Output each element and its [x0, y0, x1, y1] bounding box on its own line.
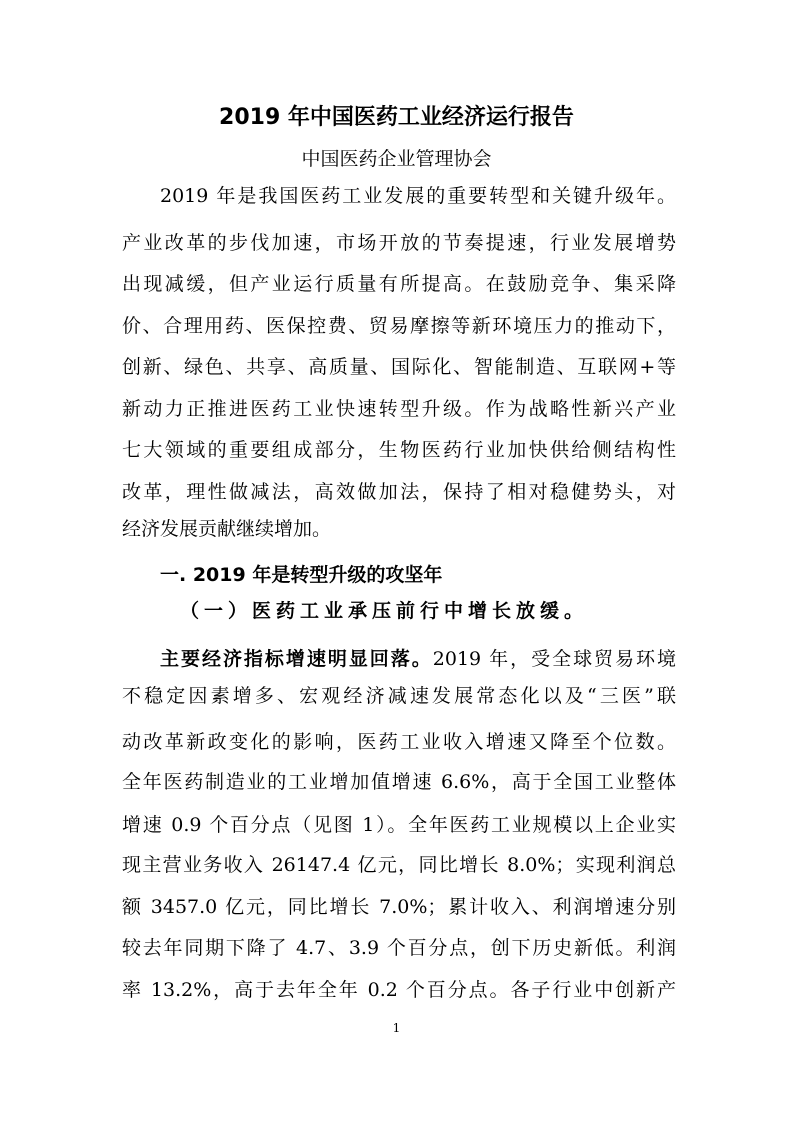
- paragraph-line: 全年医药制造业的工业增加值增速 6.6%，高于全国工业整体: [122, 771, 676, 793]
- author-organization: 中国医药企业管理协会: [301, 148, 492, 170]
- paragraph-line: 不稳定因素增多、宏观经济减速发展常态化以及“三医”联: [122, 685, 676, 707]
- paragraph-line: 较去年同期下降了 4.7、3.9 个百分点，创下历史新低。利润: [122, 937, 676, 959]
- paragraph-line: 出现减缓，但产业运行质量有所提高。在鼓励竞争、集采降: [122, 273, 676, 295]
- section-heading: 一. 2019 年是转型升级的攻坚年: [160, 564, 443, 586]
- paragraph-line: 七大领域的重要组成部分，生物医药行业加快供给侧结构性: [122, 439, 676, 461]
- paragraph-line: 创新、绿色、共享、高质量、国际化、智能制造、互联网+等: [122, 356, 676, 378]
- paragraph-line: 率 13.2%，高于去年全年 0.2 个百分点。各子行业中创新产: [122, 979, 676, 1001]
- paragraph-line: 增速 0.9 个百分点（见图 1）。全年医药工业规模以上企业实: [122, 814, 676, 836]
- paragraph-line: 价、合理用药、医保控费、贸易摩擦等新环境压力的推动下，: [122, 315, 676, 337]
- paragraph-line: 现主营业务收入 26147.4 亿元，同比增长 8.0%；实现利润总: [122, 854, 676, 876]
- paragraph-line: 产业改革的步伐加速，市场开放的节奏提速，行业发展增势: [122, 232, 676, 254]
- lead-sentence-bold: 主要经济指标增速明显回落。: [160, 648, 433, 670]
- paragraph-line: 经济发展贡献继续增加。: [122, 518, 332, 540]
- paragraph-line: 动改革新政变化的影响，医药工业收入增速又降至个位数。: [122, 731, 676, 753]
- report-title: 2019 年中国医药工业经济运行报告: [219, 105, 574, 130]
- paragraph-line: 额 3457.0 亿元，同比增长 7.0%；累计收入、利润增速分别: [122, 896, 676, 918]
- subsection-heading: （一）医药工业承压前行中增长放缓。: [180, 600, 589, 622]
- lead-sentence-rest: 2019 年，受全球贸易环境: [432, 648, 676, 670]
- paragraph-line: 2019 年是我国医药工业发展的重要转型和关键升级年。: [160, 185, 676, 207]
- paragraph-line: 新动力正推进医药工业快速转型升级。作为战略性新兴产业: [122, 398, 676, 420]
- page-number: 1: [392, 1021, 401, 1035]
- paragraph-line: 改革，理性做减法，高效做加法，保持了相对稳健势头，对: [122, 481, 676, 503]
- paragraph-line: [160, 645, 676, 673]
